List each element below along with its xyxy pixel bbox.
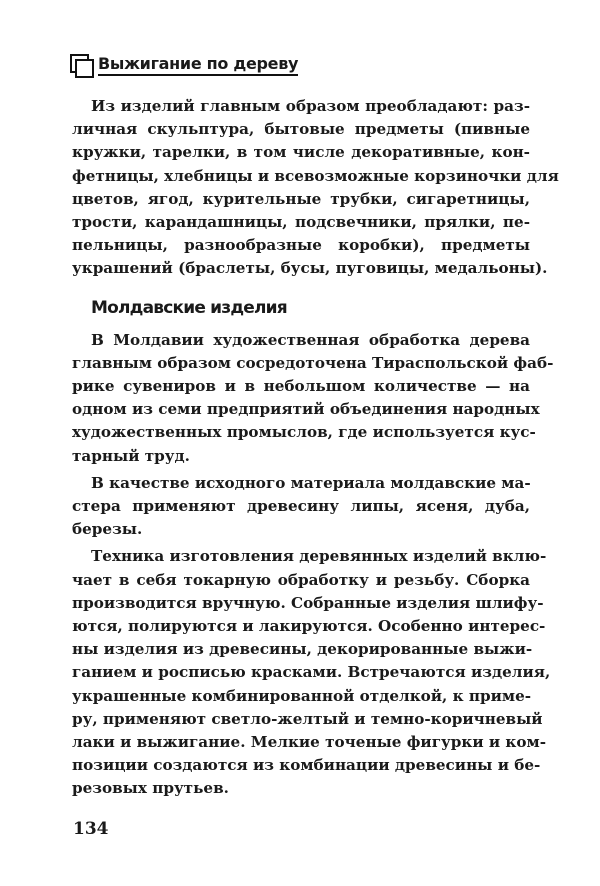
text-line: стера применяют древесину липы, ясеня, дуба, bbox=[72, 497, 530, 516]
text-line: резовых прутьев. bbox=[72, 779, 229, 798]
text-line: ру, применяют светло-желтый и темно-коричневый bbox=[72, 709, 543, 728]
section-paragraph-2 bbox=[72, 472, 530, 542]
text-line: личная скульптура, бытовые предметы (пивные bbox=[72, 120, 530, 139]
text-line: ются, полируются и лакируются. Особенно интерес- bbox=[72, 617, 546, 636]
text-line: художественных промыслов, где используется кус- bbox=[72, 423, 536, 442]
intro-paragraph bbox=[72, 95, 559, 281]
section-paragraph-3 bbox=[72, 545, 551, 800]
page-body bbox=[72, 95, 559, 801]
text-line: фетницы, хлебницы и всевозможные корзиночки для bbox=[72, 166, 559, 185]
text-line: кружки, тарелки, в том числе декоративные, кон- bbox=[72, 143, 530, 162]
text-line: В Молдавии художественная обработка дерева bbox=[91, 330, 530, 349]
text-line: позиции создаются из комбинации древесины и бе- bbox=[72, 756, 541, 775]
text-line: трости, карандашницы, подсвечники, прялки, пе- bbox=[72, 213, 530, 232]
text-line: тарный труд. bbox=[72, 446, 190, 465]
text-line: производится вручную. Собранные изделия шлифу- bbox=[72, 593, 544, 612]
text-line: В качестве исходного материала молдавские ма- bbox=[91, 473, 531, 492]
text-line: ны изделия из древесины, декорированные выжи- bbox=[72, 640, 533, 659]
text-line: чает в себя токарную обработку и резьбу. Сборка bbox=[72, 570, 530, 589]
text-line: рике сувениров и в небольшом количестве — на bbox=[72, 377, 530, 396]
text-line: березы. bbox=[72, 520, 143, 539]
text-line: главным образом сосредоточена Тираспольской фаб- bbox=[72, 353, 554, 372]
section-paragraph-1 bbox=[72, 329, 554, 468]
text-line: пельницы, разнообразные коробки), предметы bbox=[72, 236, 530, 255]
text-line: украшенные комбинированной отделкой, к приме- bbox=[72, 686, 532, 705]
text-line: ганием и росписью красками. Встречаются изделия, bbox=[72, 663, 551, 682]
text-line: лаки и выжигание. Мелкие точеные фигурки и ком- bbox=[72, 733, 547, 752]
text-line: Из изделий главным образом преобладают: раз- bbox=[91, 97, 530, 115]
book-pages-icon bbox=[70, 54, 94, 76]
running-header bbox=[70, 50, 298, 80]
page-number: 134 bbox=[73, 819, 109, 839]
text-line: Техника изготовления деревянных изделий вклю- bbox=[91, 547, 547, 566]
text-line: цветов, ягод, курительные трубки, сигаретницы, bbox=[72, 189, 530, 208]
text-line: украшений (браслеты, бусы, пуговицы, медальоны). bbox=[72, 259, 548, 278]
text-line: одном из семи предприятий объединения народных bbox=[72, 400, 540, 419]
section-heading: Молдавские изделия bbox=[91, 297, 287, 318]
running-title: Выжигание по дереву bbox=[98, 55, 298, 76]
